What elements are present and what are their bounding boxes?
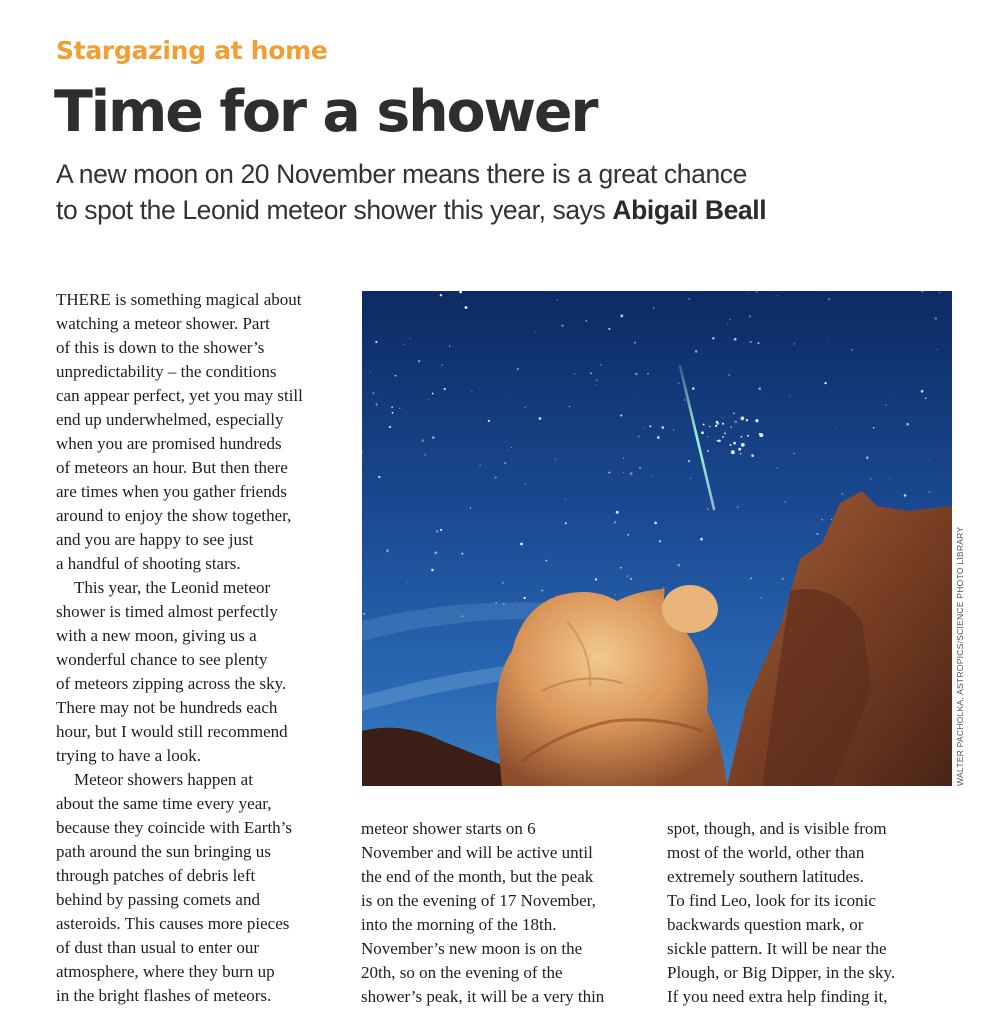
star-cluster-star bbox=[715, 425, 717, 427]
star bbox=[444, 388, 446, 390]
star bbox=[502, 582, 504, 584]
star bbox=[432, 393, 434, 395]
star bbox=[758, 387, 761, 390]
star bbox=[936, 349, 937, 350]
star-cluster-star bbox=[731, 450, 735, 454]
star bbox=[734, 338, 737, 341]
star bbox=[690, 478, 691, 479]
star bbox=[623, 458, 624, 459]
star bbox=[628, 534, 630, 536]
star-cluster-star bbox=[722, 423, 724, 425]
body-text-line: are times when you gather friends bbox=[56, 482, 287, 501]
star bbox=[565, 522, 567, 524]
body-text-line: of meteors zipping across the sky. bbox=[56, 674, 287, 693]
star bbox=[794, 343, 795, 344]
star bbox=[659, 540, 661, 542]
star bbox=[596, 384, 597, 385]
star bbox=[410, 338, 411, 339]
body-text-line: path around the sun bringing us bbox=[56, 842, 271, 861]
star bbox=[440, 294, 442, 296]
star bbox=[517, 368, 519, 370]
body-text-line: November and will be active until bbox=[361, 843, 593, 862]
star bbox=[822, 519, 823, 520]
body-text-line: can appear perfect, yet you may still bbox=[56, 386, 303, 405]
body-text-line: watching a meteor shower. Part bbox=[56, 314, 270, 333]
star-cluster-star bbox=[701, 431, 704, 434]
star bbox=[934, 317, 937, 320]
star bbox=[596, 379, 598, 381]
star bbox=[749, 579, 750, 580]
star bbox=[673, 430, 674, 431]
star-cluster-star bbox=[747, 435, 749, 437]
star bbox=[418, 360, 421, 363]
body-text-line: end up underwhelmed, especially bbox=[56, 410, 284, 429]
star bbox=[904, 494, 907, 497]
article-standfirst bbox=[56, 156, 936, 228]
star bbox=[465, 306, 468, 309]
meteor-photo-image bbox=[362, 291, 952, 786]
star bbox=[616, 511, 619, 514]
star bbox=[534, 331, 535, 332]
star bbox=[508, 450, 509, 451]
star bbox=[620, 415, 622, 417]
star bbox=[729, 319, 731, 321]
star bbox=[749, 315, 751, 317]
body-text-line: with a new moon, giving us a bbox=[56, 626, 257, 645]
body-text-line: because they coincide with Earth’s bbox=[56, 818, 293, 837]
star bbox=[630, 472, 633, 475]
star bbox=[590, 373, 591, 374]
star bbox=[733, 413, 734, 414]
body-text-line: in the bright flashes of meteors. bbox=[56, 986, 272, 1005]
star bbox=[608, 328, 610, 330]
star bbox=[565, 499, 566, 500]
star-cluster-star bbox=[741, 436, 743, 438]
star bbox=[700, 538, 703, 541]
star bbox=[372, 392, 374, 394]
body-text-line: meteor shower starts on 6 bbox=[361, 819, 536, 838]
star bbox=[684, 399, 685, 400]
body-text-line: about the same time every year, bbox=[56, 794, 272, 813]
star bbox=[828, 298, 830, 300]
star bbox=[727, 323, 728, 324]
star bbox=[654, 522, 657, 525]
star bbox=[436, 530, 439, 533]
star bbox=[695, 350, 698, 353]
star bbox=[644, 427, 645, 428]
star bbox=[662, 426, 665, 429]
body-text-line: Meteor showers happen at bbox=[74, 770, 253, 789]
star bbox=[921, 390, 924, 393]
star bbox=[653, 307, 654, 308]
star-cluster-star bbox=[707, 450, 709, 452]
star bbox=[722, 417, 723, 418]
star-cluster-star bbox=[740, 453, 741, 454]
star bbox=[724, 432, 726, 434]
body-text-line: extremely southern latitudes. bbox=[667, 867, 864, 886]
body-text-line: asteroids. This causes more pieces bbox=[56, 914, 290, 933]
star bbox=[678, 382, 680, 384]
star bbox=[777, 295, 778, 296]
star bbox=[389, 426, 391, 428]
star bbox=[440, 529, 442, 531]
star bbox=[828, 336, 829, 337]
star bbox=[816, 533, 818, 535]
star bbox=[623, 472, 624, 473]
star bbox=[520, 543, 523, 546]
star bbox=[746, 419, 748, 421]
body-text-line: a handful of shooting stars. bbox=[56, 554, 241, 573]
star bbox=[639, 467, 641, 469]
body-text-line: shower is timed almost perfectly bbox=[56, 602, 278, 621]
star-cluster-star bbox=[733, 442, 736, 445]
body-text-line: backwards question mark, or bbox=[667, 915, 864, 934]
body-text-line: trying to have a look. bbox=[56, 746, 201, 765]
body-column-3 bbox=[667, 817, 895, 1009]
star bbox=[793, 453, 794, 454]
star bbox=[928, 460, 929, 461]
star bbox=[842, 493, 844, 495]
star bbox=[432, 436, 435, 439]
star bbox=[688, 460, 690, 462]
star bbox=[630, 578, 632, 580]
star bbox=[635, 373, 638, 376]
star bbox=[407, 581, 408, 582]
star bbox=[649, 425, 651, 427]
star bbox=[422, 439, 424, 441]
star bbox=[363, 613, 365, 615]
body-text-line: and you are happy to see just bbox=[56, 530, 254, 549]
star bbox=[428, 399, 429, 400]
section-kicker: Stargazing at home bbox=[56, 36, 328, 65]
star bbox=[761, 597, 762, 598]
star bbox=[561, 324, 563, 326]
boulder-top bbox=[662, 585, 718, 633]
star-cluster-star bbox=[738, 448, 741, 451]
star bbox=[638, 436, 640, 438]
author-byline: Abigail Beall bbox=[612, 195, 767, 225]
star bbox=[728, 374, 730, 376]
star bbox=[471, 391, 472, 392]
star bbox=[873, 427, 875, 429]
star bbox=[461, 303, 462, 304]
body-text-line: through patches of debris left bbox=[56, 866, 256, 885]
star bbox=[386, 549, 389, 552]
body-text-line: sickle pattern. It will be near the bbox=[667, 939, 887, 958]
star bbox=[751, 454, 754, 457]
star bbox=[524, 407, 526, 409]
star bbox=[737, 506, 738, 507]
star bbox=[431, 569, 434, 572]
star bbox=[751, 577, 752, 578]
star bbox=[831, 519, 832, 520]
star bbox=[470, 507, 471, 508]
star bbox=[557, 300, 558, 301]
star bbox=[620, 314, 623, 317]
star-cluster-star bbox=[755, 419, 758, 422]
star bbox=[651, 476, 652, 477]
standfirst-line-1: A new moon on 20 November means there is a great chance bbox=[56, 159, 747, 189]
body-text-line: of meteors an hour. But then there bbox=[56, 458, 288, 477]
body-text-line: hour, but I would still recommend bbox=[56, 722, 288, 741]
star bbox=[756, 291, 757, 292]
star bbox=[585, 320, 587, 322]
star bbox=[757, 342, 759, 344]
star bbox=[929, 491, 931, 493]
star bbox=[615, 594, 616, 595]
star bbox=[403, 344, 404, 345]
star bbox=[424, 454, 426, 456]
star-cluster-star bbox=[716, 421, 719, 424]
star bbox=[748, 293, 749, 294]
star bbox=[784, 501, 785, 502]
star bbox=[369, 371, 370, 372]
star bbox=[707, 508, 709, 510]
star bbox=[595, 578, 597, 580]
star bbox=[750, 341, 752, 343]
star bbox=[647, 373, 649, 375]
star bbox=[707, 436, 708, 437]
star bbox=[782, 578, 784, 580]
star bbox=[399, 408, 400, 409]
star-cluster-star bbox=[741, 443, 745, 447]
star bbox=[835, 427, 836, 428]
star bbox=[395, 375, 397, 377]
body-text-line: shower’s peak, it will be a very thin bbox=[361, 987, 605, 1006]
star bbox=[885, 404, 886, 405]
photo-credit: WALTER PACHOLKA, ASTROPICS/SCIENCE PHOTO LIBRARY bbox=[955, 526, 965, 786]
star bbox=[375, 341, 377, 343]
star bbox=[777, 467, 778, 468]
star bbox=[600, 364, 602, 366]
star bbox=[479, 464, 481, 466]
star bbox=[569, 406, 570, 407]
meteor-photo bbox=[362, 291, 952, 786]
body-text-line: Plough, or Big Dipper, in the sky. bbox=[667, 963, 896, 982]
body-text-line: around to enjoy the show together, bbox=[56, 506, 292, 525]
body-text-line: THERE is something magical about bbox=[56, 290, 302, 309]
star bbox=[906, 423, 909, 426]
star-cluster-star bbox=[703, 424, 705, 426]
star-cluster-star bbox=[718, 439, 721, 442]
body-text-line: behind by passing comets and bbox=[56, 890, 260, 909]
star bbox=[392, 412, 394, 414]
body-text-line: is on the evening of 17 November, bbox=[361, 891, 596, 910]
star bbox=[712, 337, 714, 339]
body-text-line: atmosphere, where they burn up bbox=[56, 962, 275, 981]
star-cluster-star bbox=[730, 444, 732, 446]
star-cluster-star bbox=[722, 436, 724, 438]
standfirst-line-2-text: to spot the Leonid meteor shower this year, says bbox=[56, 195, 613, 225]
standfirst-line-2 bbox=[56, 192, 936, 228]
star bbox=[378, 476, 380, 478]
star bbox=[657, 436, 660, 439]
star bbox=[709, 426, 710, 427]
body-text-line: spot, though, and is visible from bbox=[667, 819, 887, 838]
star bbox=[734, 420, 737, 423]
star bbox=[449, 346, 450, 347]
star bbox=[441, 364, 443, 366]
body-column-2 bbox=[361, 817, 604, 1009]
star bbox=[376, 403, 378, 405]
star bbox=[511, 447, 512, 448]
star bbox=[539, 417, 542, 420]
star-cluster-star bbox=[717, 440, 719, 442]
star bbox=[824, 382, 826, 384]
body-text-line: of dust than usual to enter our bbox=[56, 938, 260, 957]
star bbox=[627, 575, 629, 577]
body-text-line: This year, the Leonid meteor bbox=[74, 578, 271, 597]
star bbox=[925, 397, 927, 399]
star bbox=[678, 564, 681, 567]
star bbox=[789, 396, 790, 397]
star bbox=[524, 597, 526, 599]
star bbox=[555, 459, 556, 460]
star bbox=[434, 551, 437, 554]
star-cluster-star bbox=[741, 417, 745, 421]
body-text-line: 20th, so on the evening of the bbox=[361, 963, 563, 982]
body-text-line: the end of the month, but the peak bbox=[361, 867, 594, 886]
body-text-line: unpredictability – the conditions bbox=[56, 362, 277, 381]
star-cluster-star bbox=[731, 427, 732, 428]
star bbox=[692, 387, 695, 390]
star bbox=[620, 567, 622, 569]
star bbox=[545, 560, 547, 562]
body-text-line: of this is down to the shower’s bbox=[56, 338, 265, 357]
star bbox=[541, 589, 543, 591]
body-text-line: To find Leo, look for its iconic bbox=[667, 891, 876, 910]
body-text-line: November’s new moon is on the bbox=[361, 939, 583, 958]
star bbox=[574, 373, 575, 374]
star bbox=[939, 292, 940, 293]
article-headline: Time for a shower bbox=[54, 79, 597, 145]
body-text-line: There may not be hundreds each bbox=[56, 698, 278, 717]
star bbox=[614, 521, 616, 523]
star bbox=[870, 478, 871, 479]
star bbox=[504, 462, 506, 464]
star bbox=[461, 553, 463, 555]
body-text-line: when you are promised hundreds bbox=[56, 434, 282, 453]
body-column-1 bbox=[56, 288, 303, 1008]
star bbox=[524, 484, 525, 485]
star bbox=[889, 478, 890, 479]
body-text-line: wonderful chance to see plenty bbox=[56, 650, 268, 669]
star bbox=[495, 477, 497, 479]
star bbox=[851, 349, 853, 351]
star bbox=[391, 406, 393, 408]
body-text-line: If you need extra help finding it, bbox=[667, 987, 888, 1006]
star bbox=[488, 420, 490, 422]
body-text-line: into the morning of the 18th. bbox=[361, 915, 557, 934]
star bbox=[688, 298, 690, 300]
body-text-line: most of the world, other than bbox=[667, 843, 865, 862]
star bbox=[866, 456, 869, 459]
star bbox=[634, 342, 636, 344]
star-cluster-star bbox=[759, 433, 763, 437]
star bbox=[608, 471, 610, 473]
